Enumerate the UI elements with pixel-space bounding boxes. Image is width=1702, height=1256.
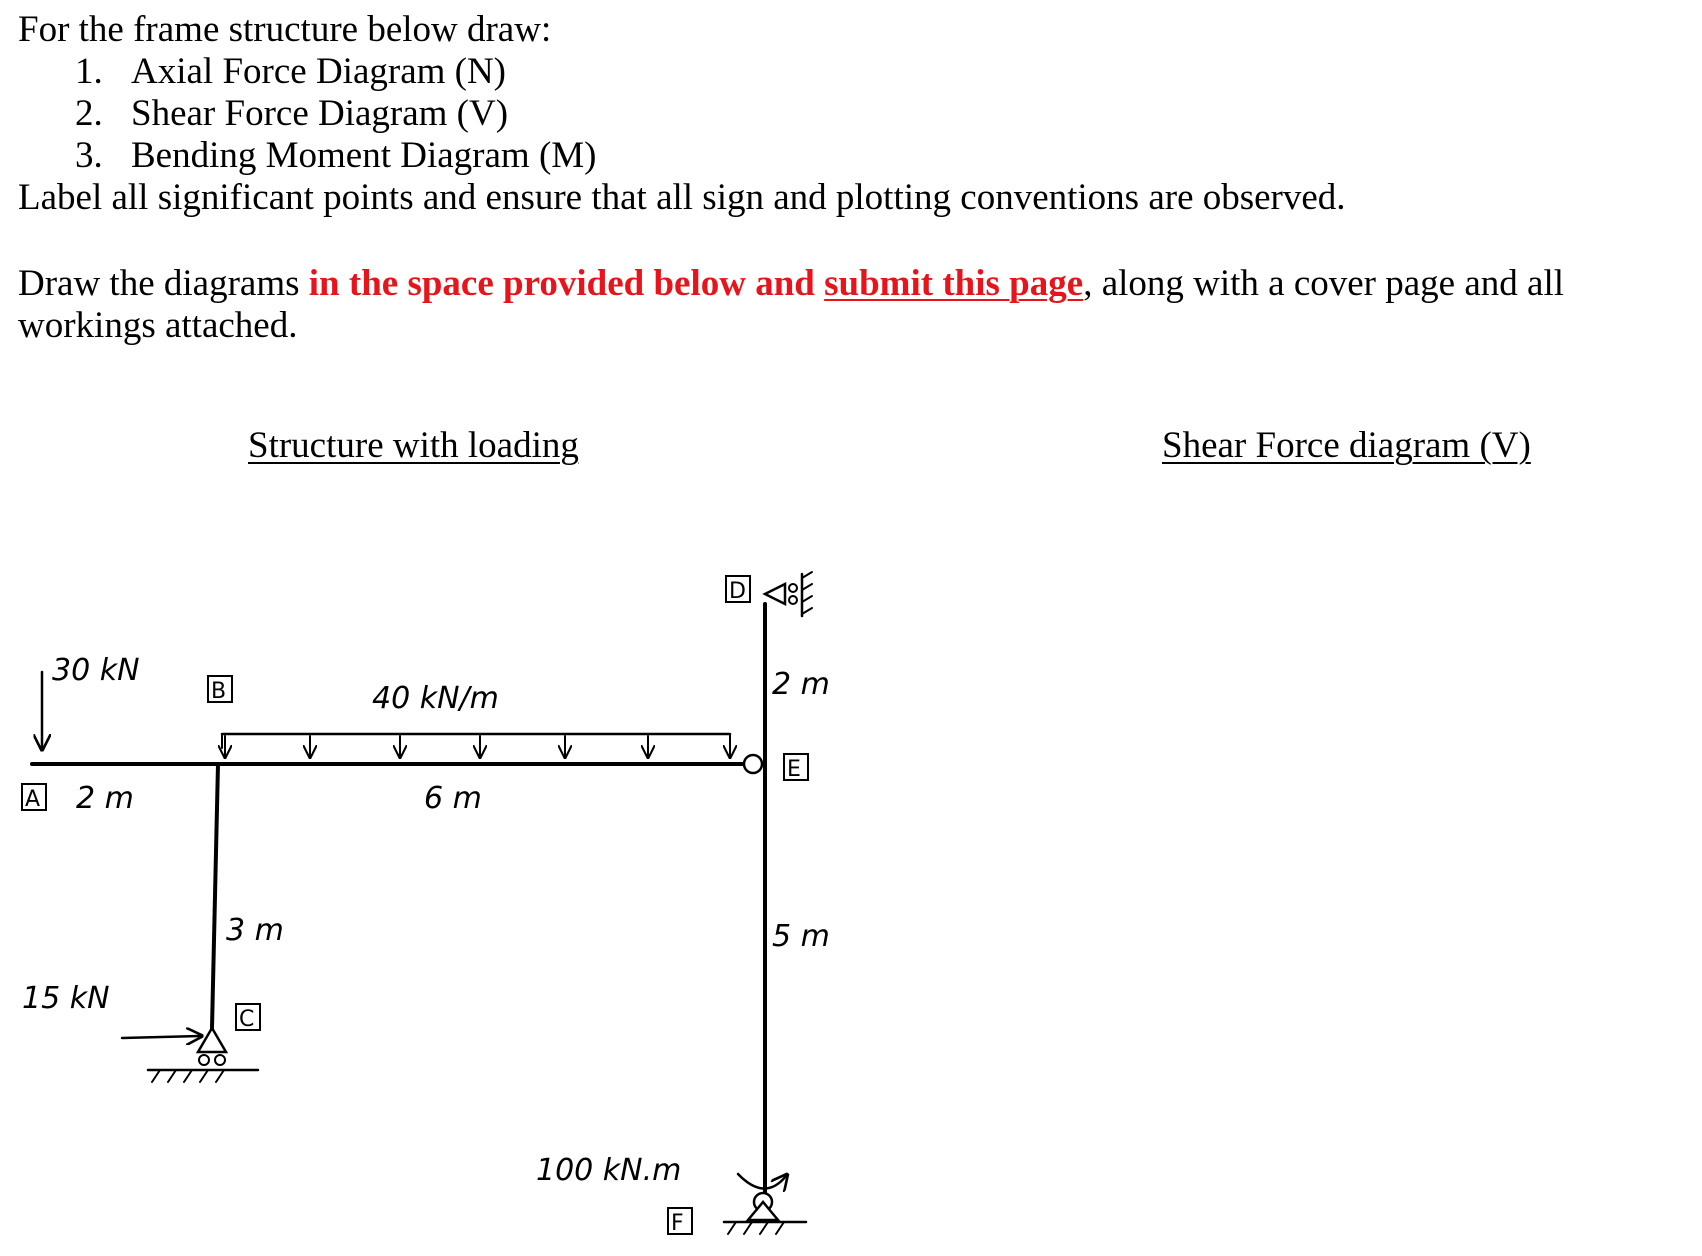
node-label-E: E (787, 757, 801, 782)
dim-DE: 2 m (772, 667, 830, 702)
task-2-text: Shear Force Diagram (V) (131, 93, 509, 134)
submit-text-part2: , along with a cover page and all (1083, 263, 1565, 304)
column-BC (212, 764, 218, 1028)
node-label-D: D (729, 579, 746, 604)
task-3-number: 3. (75, 135, 103, 176)
task-1-text: Axial Force Diagram (N) (131, 51, 507, 92)
intro-text: For the frame structure below draw: (18, 9, 552, 50)
node-label-F: F (671, 1211, 684, 1236)
roller-support-D (765, 572, 812, 616)
dim-AB: 2 m (76, 781, 134, 816)
pin-support-F (724, 1193, 806, 1234)
dim-EF: 5 m (772, 919, 830, 954)
udl-arrows (225, 736, 730, 756)
submit-text-red-underlined: submit this page (824, 263, 1084, 304)
udl-label: 40 kN/m (372, 681, 499, 716)
dim-BE: 6 m (424, 781, 482, 816)
hinge-E (744, 755, 762, 773)
label-instruction: Label all significant points and ensure that all sign and plotting conventions are observed. (18, 177, 1346, 218)
node-label-C: C (239, 1007, 255, 1032)
submit-instruction-cont: workings attached. (18, 305, 298, 346)
moment-label: 100 kN.m (536, 1153, 682, 1188)
heading-structure: Structure with loading (248, 425, 579, 466)
dim-BC: 3 m (226, 913, 284, 948)
task-2-number: 2. (75, 93, 103, 134)
submit-text-part1: Draw the diagrams (18, 263, 309, 304)
task-3-text: Bending Moment Diagram (M) (131, 135, 597, 176)
moment-arc (738, 1174, 786, 1189)
horizontal-load-arrow (122, 1036, 200, 1038)
task-1-number: 1. (75, 51, 103, 92)
heading-shear-force: Shear Force diagram (V) (1162, 425, 1531, 466)
node-label-A: A (25, 787, 41, 812)
node-label-B: B (211, 679, 227, 704)
submit-text-red: in the space provided below and (308, 263, 825, 304)
point-load-label: 30 kN (52, 653, 140, 688)
horizontal-load-label: 15 kN (22, 981, 110, 1016)
